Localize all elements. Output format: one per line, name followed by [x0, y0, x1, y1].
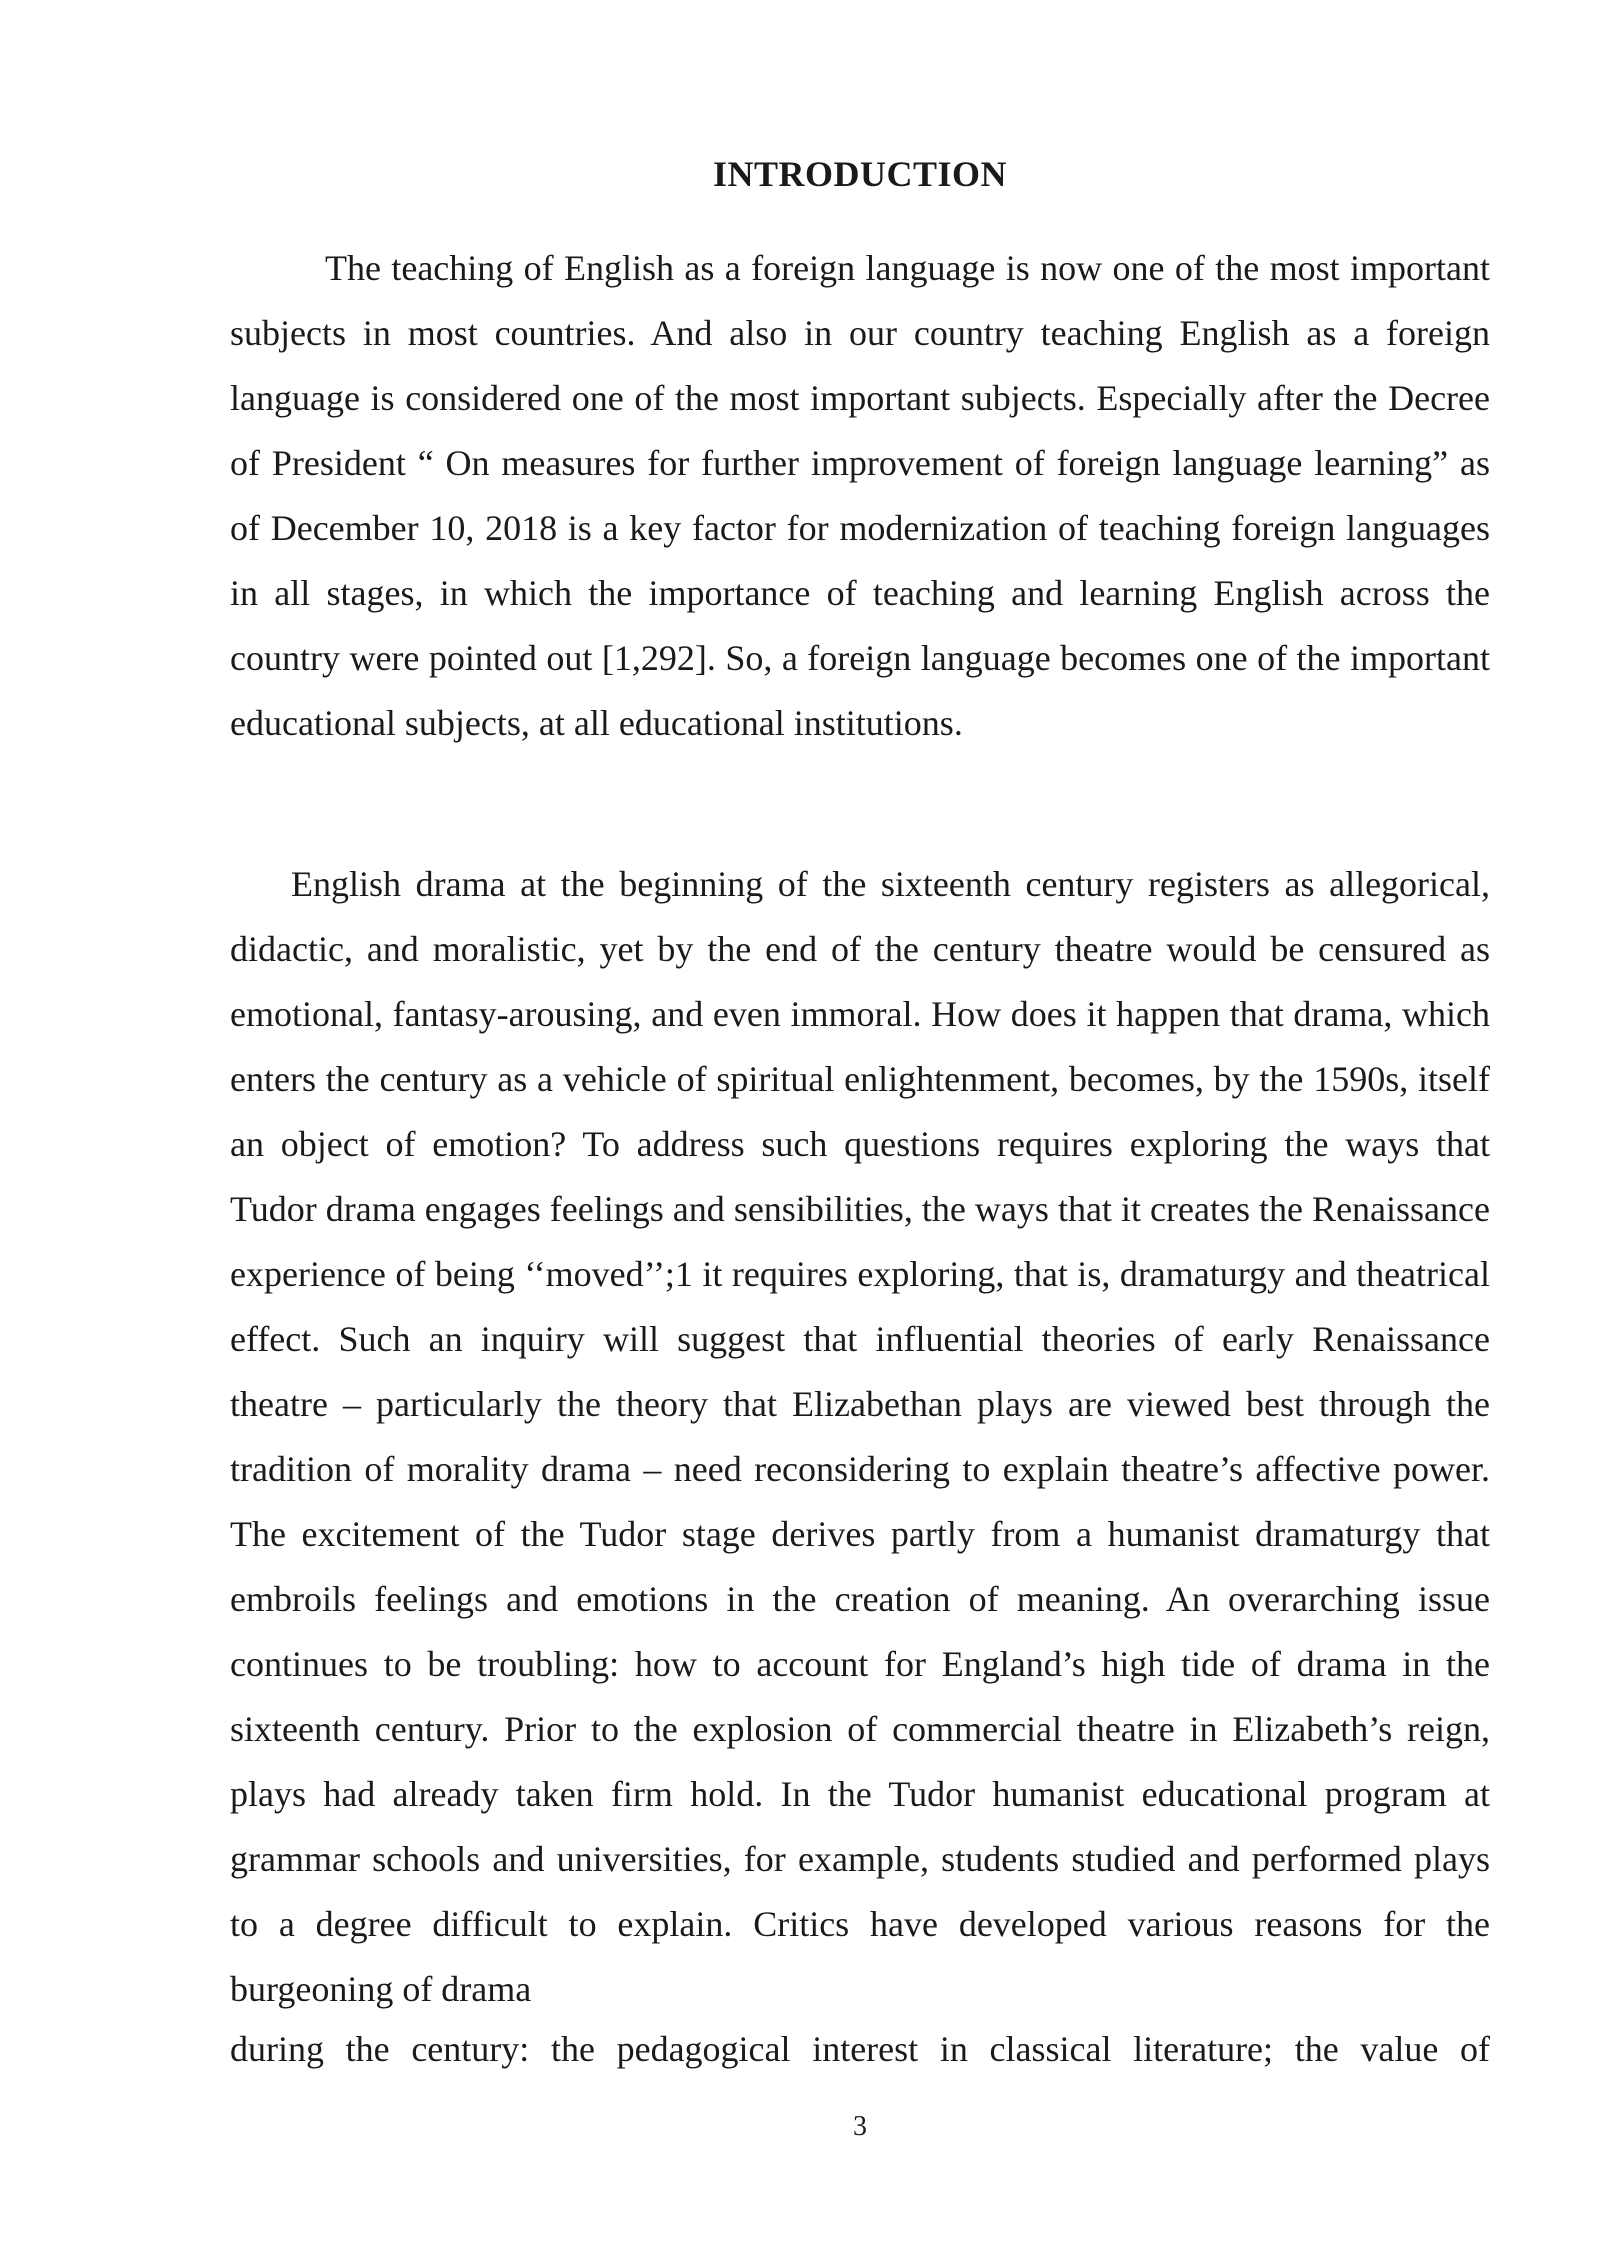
paragraph-intro: The teaching of English as a foreign language is now one of the most important subjects in most countries. And also in our country teaching English as a foreign language is considered one of the most important subjects. Especially after the Decree of President “ On measures for further improvement of foreign language learning” as of December 10, 2018 is a key factor for modernization of teaching foreign languages in all stages, in which the importance of teaching and learning English across the country were pointed out [1,292]. So, a foreign language becomes one of the important educational subjects, at all educational institutions. [230, 248, 1490, 743]
page-number: 3 [853, 2111, 867, 2142]
paragraph-drama: English drama at the beginning of the sixteenth century registers as allegorical, didactic, and moralistic, yet by the end of the century theatre would be censured as emotional, fantasy-arousing, and even immoral. How does it happen that drama, which enters the century as a vehicle of spiritual enlightenment, becomes, by the 1590s, itself an object of emotion? To address such questions requires exploring the ways that Tudor drama engages feelings and sensibilities, the ways that it creates the Renaissance experience of being ‘‘moved’’;1 it requires exploring, that is, dramaturgy and theatrical effect. Such an inquiry will suggest that influential theories of early Renaissance theatre – particularly the theory that Elizabethan plays are viewed best through the tradition of morality drama – need reconsidering to explain theatre’s affective power. The excitement of the Tudor stage derives partly from a humanist dramaturgy that embroils feelings and emotions in the creation of meaning. An overarching issue continues to be troubling: how to account for England’s high tide of drama in the sixteenth century. Prior to the explosion of commercial theatre in Elizabeth’s reign, plays had already taken firm hold. In the Tudor humanist educational program at grammar schools and universities, for example, students studied and performed plays to a degree difficult to explain. Critics have developed various reasons for the burgeoning of drama [230, 864, 1490, 2009]
section-heading: INTRODUCTION [712, 154, 1008, 194]
paragraph-drama-continued: during the century: the pedagogical interest in classical literature; the value of [230, 2029, 1490, 2069]
